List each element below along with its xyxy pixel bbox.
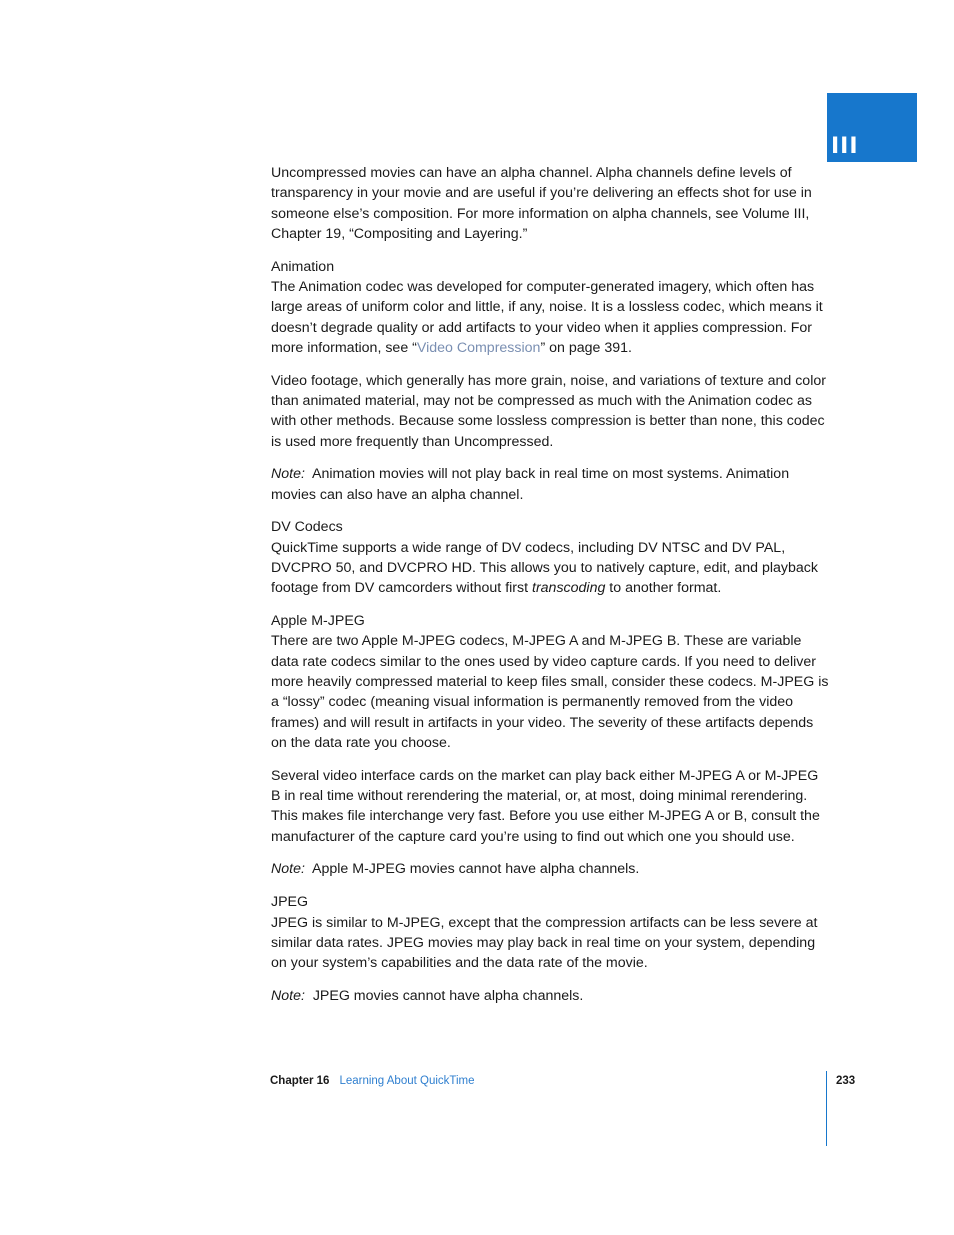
dv-codecs-heading: DV Codecs: [271, 519, 343, 536]
note-text: JPEG movies cannot have alpha channels.: [312, 987, 584, 1004]
animation-paragraph-1: [271, 277, 831, 358]
jpeg-heading: JPEG: [271, 894, 309, 911]
footer-chapter: [270, 1073, 475, 1089]
mjpeg-note: [271, 859, 831, 879]
jpeg-note: [271, 986, 831, 1006]
intro-paragraph: Uncompressed movies can have an alpha channel. Alpha channels define levels of transparency in your movie and are useful if you’re delivering an effects shot for use in someone else’s composition. For more information on alpha channels, see Volume III, Chapter 19, “Compositing and Layering.”: [271, 165, 812, 242]
video-compression-link[interactable]: Video Compression: [416, 339, 541, 356]
page-body: [271, 163, 831, 1019]
note-text: Apple M-JPEG movies cannot have alpha channels.: [312, 861, 640, 878]
jpeg-paragraph: JPEG is similar to M-JPEG, except that the compression artifacts can be less severe at similar data rates. JPEG movies may play back in real time on your system, depending on your system’s capabilities and the data rate of the movie.: [271, 914, 818, 972]
footer-chapter-label: Chapter 16: [270, 1075, 330, 1087]
mjpeg-heading: Apple M-JPEG: [271, 613, 365, 630]
animation-note: [271, 464, 831, 505]
note-label: Note:: [271, 861, 305, 878]
dv-text-before-em: QuickTime supports a wide range of DV codecs, including DV NTSC and DV PAL, DVCPRO 50, and DVCPRO HD. This allows you to natively capture, edit, and playback footage from DV camcorders without first: [271, 539, 818, 597]
animation-text-before-link: The Animation codec was developed for computer-generated imagery, which often has large areas of uniform color and little, if any, noise. It is a lossless codec, which means it doesn’t degrade quality or add artifacts to your video when it applies compression. For more information, see “: [271, 278, 823, 356]
animation-paragraph-2: Video footage, which generally has more grain, noise, and variations of texture and color than animated material, may not be compressed as much with the Animation codec as with other methods. Because some lossless compression is better than none, this codec is used more frequently than Uncompressed.: [271, 372, 826, 450]
footer-chapter-title-link[interactable]: Learning About QuickTime: [339, 1075, 475, 1087]
page-number: 233: [836, 1075, 856, 1087]
dv-emphasis-transcoding: transcoding: [532, 580, 606, 597]
animation-text-after-link: ” on page 391.: [540, 339, 632, 356]
note-label: Note:: [271, 466, 305, 483]
note-text: Animation movies will not play back in real time on most systems. Animation movies can also have an alpha channel.: [271, 466, 790, 503]
note-label: Note:: [271, 987, 305, 1004]
part-tab: [827, 93, 917, 162]
mjpeg-paragraph-2: Several video interface cards on the market can play back either M-JPEG A or M-JPEG B in real time without rerendering the material, or, at most, doing minimal rerendering. This makes file interchange very fast. Before you use either M-JPEG A or B, consult the manufacturer of the capture card you’re using to find out which one you should use.: [271, 767, 820, 845]
mjpeg-paragraph-1: There are two Apple M-JPEG codecs, M-JPEG A and M-JPEG B. These are variable data rate codecs similar to the ones used by video capture cards. If you need to deliver more heavily compressed material to keep files small, consider these codecs. M-JPEG is a “lossy” codec (meaning visual information is permanently removed from the video frames) and will result in artifacts in your video. The severity of these artifacts depends on the data rate you choose.: [271, 633, 829, 751]
animation-heading: Animation: [271, 258, 335, 275]
dv-text-after-em: to another format.: [605, 580, 722, 597]
dv-paragraph: [271, 538, 831, 599]
part-tab-label: III: [831, 134, 859, 159]
footer-divider: [826, 1071, 827, 1146]
